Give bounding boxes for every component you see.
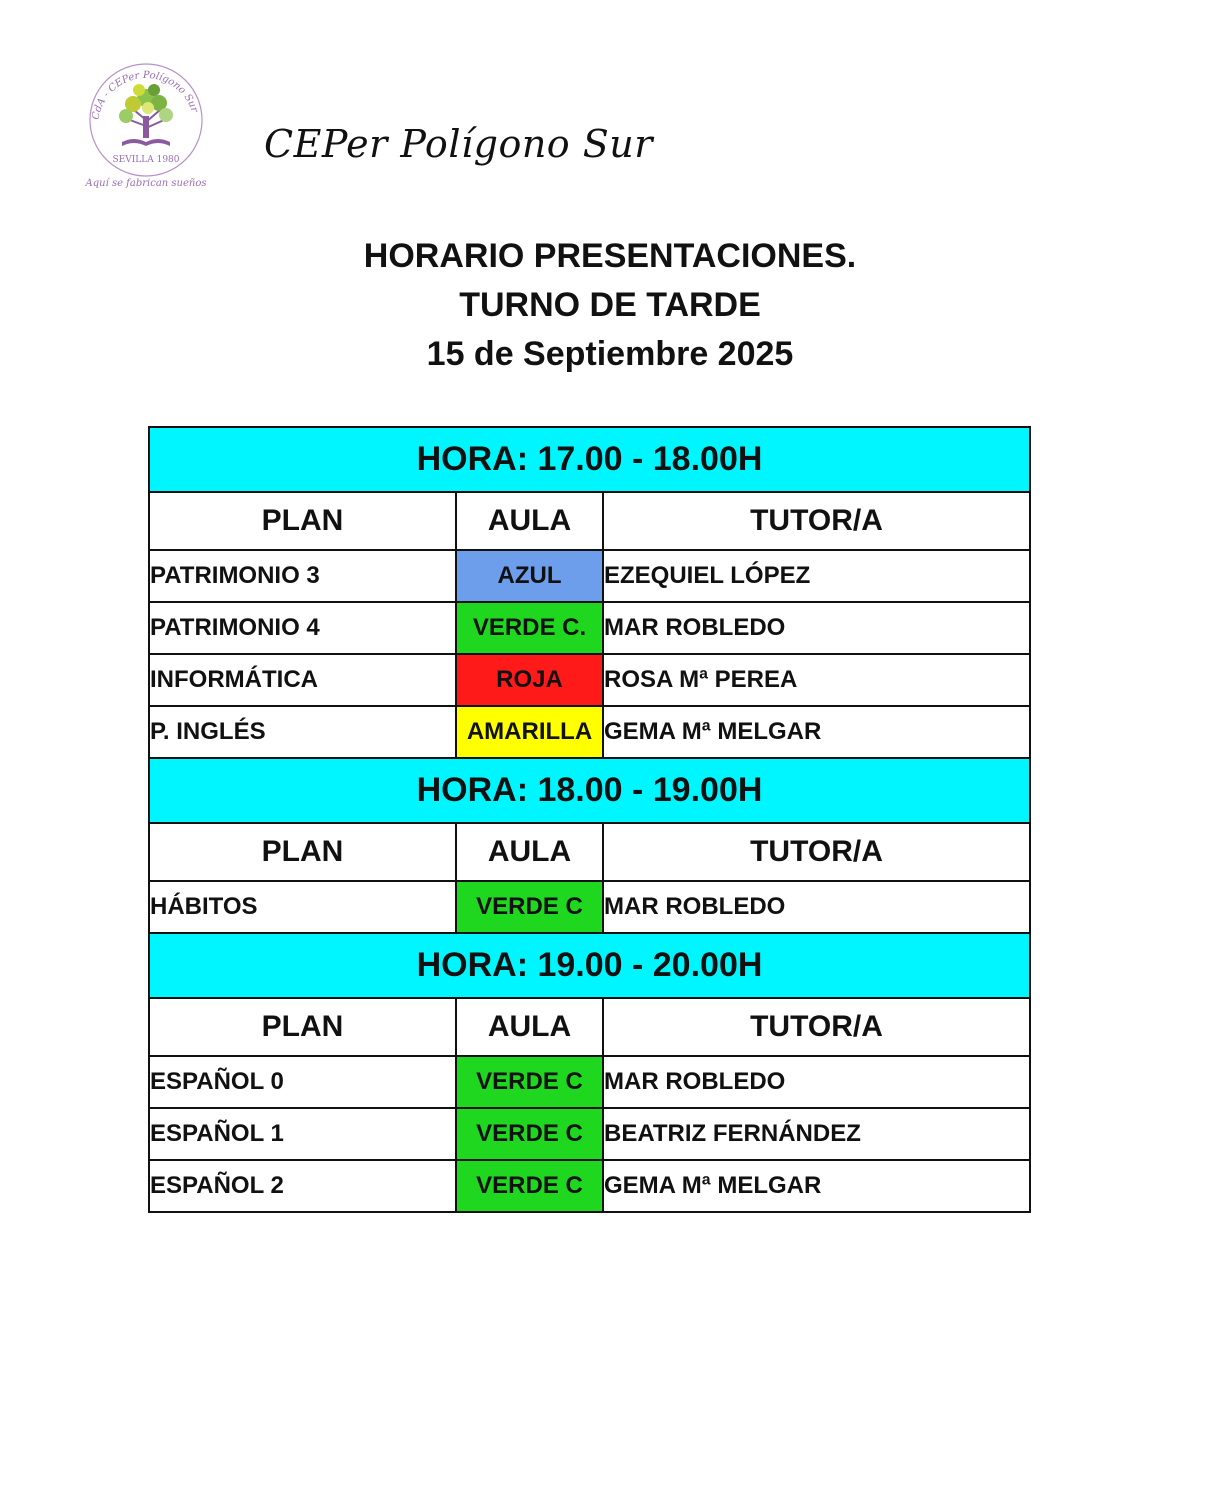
tutor-cell: MAR ROBLEDO [603, 1056, 1030, 1108]
tutor-cell: MAR ROBLEDO [603, 602, 1030, 654]
aula-cell: VERDE C [456, 1160, 603, 1212]
plan-cell: INFORMÁTICA [149, 654, 456, 706]
aula-cell: ROJA [456, 654, 603, 706]
header-row [149, 492, 1030, 550]
title-line-1: HORARIO PRESENTACIONES. [363, 237, 857, 275]
tutor-cell: ROSA Mª PEREA [603, 654, 1030, 706]
page-title [0, 232, 1220, 379]
title-line-3: 15 de Septiembre 2025 [426, 335, 794, 373]
logo-ring-text: CdA - CEPer Polígono Sur [90, 69, 200, 121]
header-row [149, 998, 1030, 1056]
aula-cell: VERDE C. [456, 602, 603, 654]
table-row [149, 602, 1030, 654]
table-row [149, 654, 1030, 706]
header-tutor: TUTOR/A [603, 998, 1030, 1056]
plan-cell: PATRIMONIO 4 [149, 602, 456, 654]
table-row [149, 1160, 1030, 1212]
logo-city: SEVILLA 1980 [112, 155, 180, 165]
tutor-cell: EZEQUIEL LÓPEZ [603, 550, 1030, 602]
title-line-2: TURNO DE TARDE [459, 286, 761, 324]
table-row [149, 550, 1030, 602]
plan-cell: PATRIMONIO 3 [149, 550, 456, 602]
brand-name: CEPer Polígono Sur [264, 122, 653, 166]
header-aula: AULA [456, 998, 603, 1056]
tutor-cell: BEATRIZ FERNÁNDEZ [603, 1108, 1030, 1160]
tutor-cell: MAR ROBLEDO [603, 881, 1030, 933]
header-plan: PLAN [149, 492, 456, 550]
header-plan: PLAN [149, 823, 456, 881]
aula-cell: AMARILLA [456, 706, 603, 758]
header-row [149, 823, 1030, 881]
table-row [149, 706, 1030, 758]
tutor-cell: GEMA Mª MELGAR [603, 1160, 1030, 1212]
plan-cell: HÁBITOS [149, 881, 456, 933]
hour-label: HORA: 17.00 - 18.00H [149, 427, 1030, 492]
hour-label: HORA: 19.00 - 20.00H [149, 933, 1030, 998]
aula-cell: VERDE C [456, 1056, 603, 1108]
hour-label: HORA: 18.00 - 19.00H [149, 758, 1030, 823]
hour-row [149, 758, 1030, 823]
hour-row [149, 427, 1030, 492]
plan-cell: ESPAÑOL 2 [149, 1160, 456, 1212]
aula-cell: AZUL [456, 550, 603, 602]
tutor-cell: GEMA Mª MELGAR [603, 706, 1030, 758]
header-aula: AULA [456, 823, 603, 881]
table-row [149, 881, 1030, 933]
header-tutor: TUTOR/A [603, 492, 1030, 550]
plan-cell: P. INGLÉS [149, 706, 456, 758]
table-row [149, 1056, 1030, 1108]
tree-book-logo-icon [78, 40, 214, 200]
logo-motto: Aquí se fabrican sueños [85, 178, 207, 189]
hour-row [149, 933, 1030, 998]
table-row [149, 1108, 1030, 1160]
schedule-table [148, 426, 1031, 1213]
header-aula: AULA [456, 492, 603, 550]
header-tutor: TUTOR/A [603, 823, 1030, 881]
header-plan: PLAN [149, 998, 456, 1056]
aula-cell: VERDE C [456, 881, 603, 933]
plan-cell: ESPAÑOL 0 [149, 1056, 456, 1108]
aula-cell: VERDE C [456, 1108, 603, 1160]
plan-cell: ESPAÑOL 1 [149, 1108, 456, 1160]
